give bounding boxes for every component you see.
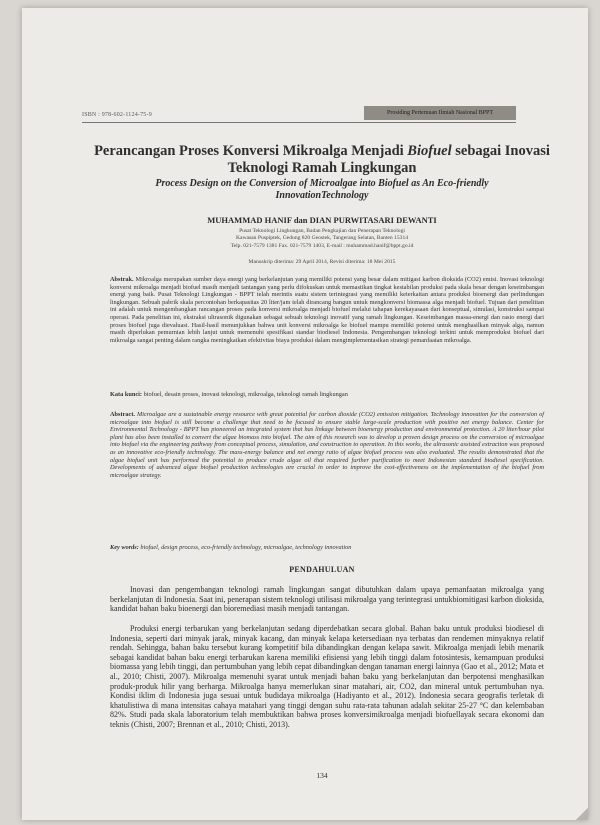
proceedings-banner: Prosiding Pertemuan Ilmiah Nasional BPPT (364, 106, 516, 120)
abstract-id-label: Abstrak. (110, 276, 134, 283)
abstract-indonesian (110, 276, 544, 344)
affiliation-line-2: Kawasan Puspiptek, Gedung 820 Geostek, Tangerang Selatan, Banten 15314 (235, 235, 409, 242)
contact-line: Telp. 021-7579 1381 Fax. 021-7579 1403, E-mail : muhammad.hanif@bppt.go.id (230, 242, 414, 249)
keywords-id-label: Kata kunci: (110, 391, 143, 398)
title-part-2: sebagai Inovasi Teknologi Ramah Lingkungan (227, 143, 550, 176)
body-paragraph-2: Produksi energi terbarukan yang berkelanjutan sedang diperdebatkan secara global. Bahan baku untuk produksi biodiesel di Indonesia, seperti dari minyak jarak, minyak kacang, dan minyak kelapa ketersediaan nya terbatas dan rendemen minyaknya relatif rendah. Sehingga, bahan baku tersebut kurang kompetitif bila dibandingkan dengan kelapa sawit. Mikroalga menjadi lebih menarik sebagai kandidat bahan baku energi terbarukan karena memiliki efisiensi yang lebih tinggi dalam fotosintesis, kemampuan produksi biomassa yang lebih tinggi, dan pertumbuhan yang lebih cepat dibandingkan dengan tanaman energi lainnya (Gao et al., 2012; Mata et al., 2010; Chisti, 2007). Mikroalga memenuhi syarat untuk menjadi bahan baku yang berkelanjutan dan berpotensi menghasilkan produk-produk hilir yang berharga. Mikroalga hanya memerlukan sinar matahari, air, CO2, dan mineral untuk pertumbuhan nya. Kondisi iklim di Indonesia juga sesuai untuk budidaya mikroalga (Hadiyanto et al., 2012). Indonesia secara geografis terletak di khatulistiwa di mana intensitas cahaya matahari yang tinggi dengan suhu rata-rata tahunan adalah sekitar 25-27 °C dan kelembaban 82%. Studi pada skala laboratorium telah membuktikan bahwa proses konversimikroalga menjadi biofuellayak secara ekonomi dan teknis (Chisti, 2007; Brennan et al., 2010; Chisti, 2013). (110, 624, 544, 729)
keywords-en-label: Key words: (110, 544, 139, 551)
title-part-1: Perancangan Proses Konversi Mikroalga Menjadi (94, 143, 408, 159)
paper-title (92, 143, 552, 177)
paper-page (22, 8, 588, 820)
section-heading: PENDAHULUAN (289, 565, 355, 574)
isbn-text: ISBN : 978-602-1124-75-9 (82, 112, 152, 118)
abstract-en-text: Microalgae are a sustainable energy resource with great potential for carbon dioxide (CO2) emission mitigation. Technology innovation for the conversion of microalgae into biofuel is still become a challenge that need to be focused to ensure stable large-scale production with positive net energy balance. Center for Environmental Technology - BPPT has pioneered an integrated system that has linkage between bioenergy production and environmental protection. A 20 liter/hour pilot plant has also been installed to convert the algae biomass into biofuel. The aim of this research was to develop a proven design process on the conversion of microalgae into biofuel via the engineering pathway from conceptual process, simulation, and construction to operation. In this works, the ultrasonic assisted extraction was proposed as an innovative eco-friendly technology. The mass-energy balance and net energy ratio of algae biofuel process was also evaluated. The results demonstrated that the algae biofuel unit has performed the potential to produce crude algae oil that required further purification to meet Indonesian standard biodiesel specification. Developments of advanced algae biofuel production technologies are crucial in order to improve the cost-effectiveness on the implementation of the biofuel from microalgae strategy. (110, 411, 544, 479)
abstract-en-label: Abstract. (110, 411, 136, 418)
author-names: MUHAMMAD HANIF dan DIAN PURWITASARI DEWANTI (207, 215, 437, 225)
page-number: 134 (316, 771, 328, 780)
keywords-id-text: biofuel, desain proses, inovasi teknologi, mikroalga, teknologi ramah lingkungan (142, 391, 348, 398)
keywords-english (110, 544, 544, 552)
title-italic-word: Biofuel (407, 143, 452, 159)
page-header (82, 110, 516, 124)
abstract-english (110, 411, 544, 479)
body-paragraph-1: Inovasi dan pengembangan teknologi ramah lingkungan sangat dibutuhkan dalam upaya pemanfaatan mikroalga yang berkelanjutan di Indonesia. Saat ini, penerapan sistem teknologi utilisasi mikroalga yang terintegrasi untukbiomitigasi karbon dioksida, kandidat bahan baku bioenergi dan bioremediasi masih menjadi tantangan. (110, 585, 544, 614)
page-corner-fold (576, 808, 588, 820)
keywords-indonesian (110, 391, 544, 399)
manuscript-dates: Manuskrip diterima: 29 April 2014, Revisi diterima: 18 Mei 2015 (248, 259, 396, 265)
affiliation (152, 228, 492, 250)
keywords-en-text: biofuel, design process, eco-friendly technology, microalgae, technology innovation (138, 544, 352, 551)
affiliation-line-1: Pusat Teknologi Lingkungan, Badan Pengkajian dan Penerapan Teknologi (239, 228, 405, 234)
abstract-id-text: Mikroalga merupakan sumber daya energi yang berkelanjutan yang memiliki potensi yang besar dalam mitigasi karbon dioksida (CO2) emisi. Inovasi teknologi konversi mikroalga menjadi biofuel masih menjadi tantangan yang perlu difokuskan untuk memastikan tingkat kestabilan produksi pada skala besar dengan keseimbangan energi yang baik. Pusat Teknologi Lingkungan - BPPT telah merintis suatu sistem terintegrasi yang memiliki keterkaitan antara produksi bioenergi dan perlindungan lingkungan. Sebuah pabrik skala percontohan berkapasitas 20 liter/jam telah dirancang bangun untuk mengkonversi biomassa alga menjadi biofuel. Tujuan dari penelitian ini adalah untuk mengembangkan rancangan proses pada konversi mikroalga menjadi biofuel melalui tahapan kerekayasaan dari konseptual, simulasi, konstruksi sampai operasi. Pada penelitian ini, ekstraksi ultrasonik digunakan sebagai sebuah teknologi inovatif yang ramah lingkungan. Keseimbangan massa-energi dan rasio energi dari proses biofuel juga dievaluasi. Hasil-hasil menunjukkan bahwa unit konversi mikroalga ke biofuel mampu memiliki potensi untuk menghasilkan minyak alga, namun masih diperlukan pemurnian lebih lanjut untuk memenuhi spesifikasi standar biodiesel Indonesia. Pengembangan teknologi terkini untuk memproduksi biofuel dari mikroalga sangat penting dalam rangka meningkatkan efektivitas biaya produksi dalam mengimplementasikan strategi pemanfaatan mikroalga. (110, 276, 544, 344)
header-rule (82, 122, 516, 123)
english-title: Process Design on the Conversion of Microalgae into Biofuel as An Eco-friendly InnovationTechnology (155, 178, 489, 201)
